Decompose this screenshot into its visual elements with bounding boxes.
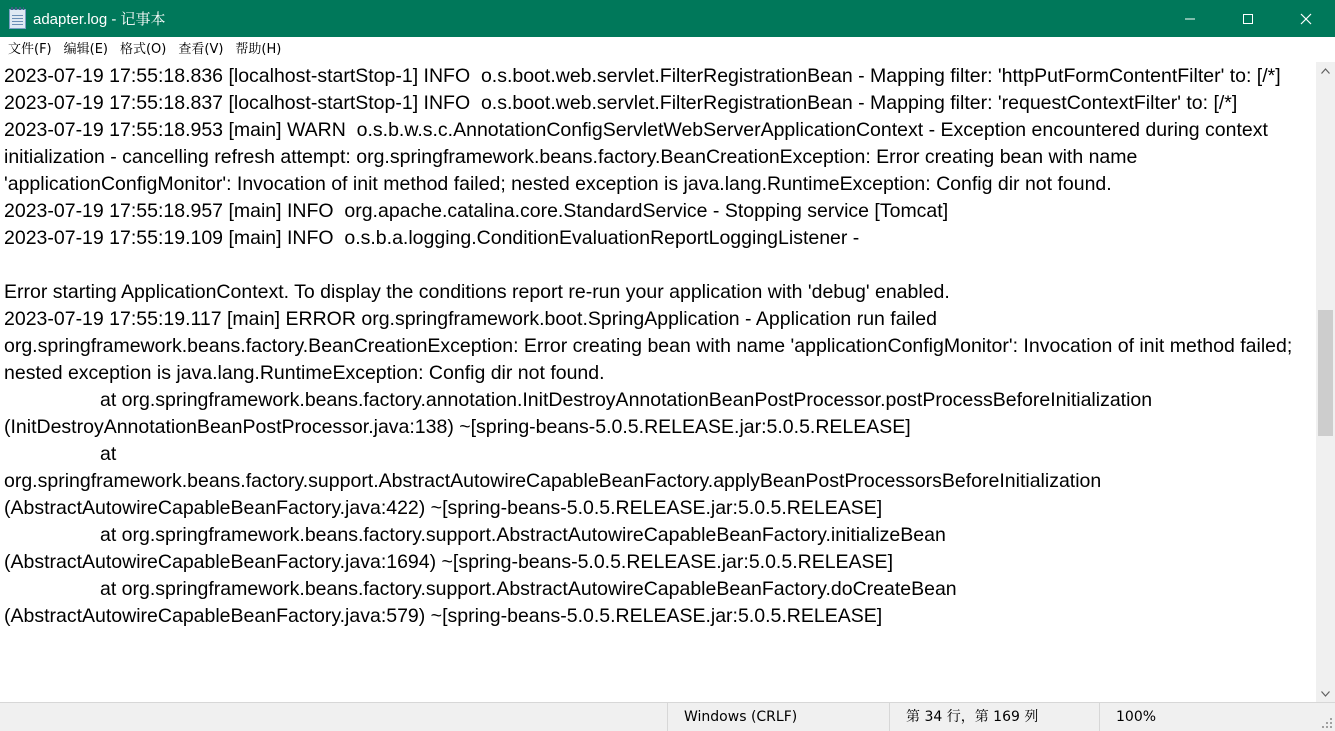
editor-content[interactable]: [0, 62, 1316, 630]
editor-line: at org.springframework.beans.factory.support.AbstractAutowireCapableBeanFactory.doCreateBean: [100, 578, 957, 600]
editor-line: Error starting ApplicationContext. To display the conditions report re-run your application with 'debug' enabled.: [4, 281, 950, 303]
vertical-scrollbar[interactable]: [1316, 62, 1335, 702]
scrollbar-thumb[interactable]: [1318, 310, 1333, 436]
scroll-down-arrow-icon[interactable]: [1316, 685, 1335, 702]
menu-file[interactable]: 文件(F): [8, 42, 52, 57]
editor-line: 2023-07-19 17:55:18.953 [main] WARN o.s.b.w.s.c.AnnotationConfigServletWebServerApplicationContext - Exception encountered during context initialization - cancelling refresh attempt: org.springframework.beans.factory.BeanCreationException: Error creating bean with name 'applicationConfigMonitor': Invocation of init method failed; nested exception is java.lang.RuntimeException: Config dir not found.: [4, 119, 1274, 195]
editor-line: 2023-07-19 17:55:18.836 [localhost-startStop-1] INFO o.s.boot.web.servlet.FilterRegistrationBean - Mapping filter: 'httpPutFormContentFilter' to: [/*]: [4, 65, 1281, 87]
text-editor[interactable]: [0, 62, 1316, 702]
editor-line: at org.springframework.beans.factory.annotation.InitDestroyAnnotationBeanPostProcessor.postProcessBeforeInitialization: [100, 389, 1153, 411]
menu-format[interactable]: 格式(O): [119, 42, 167, 57]
editor-line: 2023-07-19 17:55:18.837 [localhost-startStop-1] INFO o.s.boot.web.servlet.FilterRegistrationBean - Mapping filter: 'requestContextFilter' to: [/*]: [4, 92, 1238, 114]
editor-line: at org.springframework.beans.factory.support.AbstractAutowireCapableBeanFactory.initializeBean: [100, 524, 946, 546]
close-icon: [1300, 13, 1312, 25]
menu-view[interactable]: 查看(V): [178, 42, 224, 57]
editor-line: org.springframework.beans.factory.support.AbstractAutowireCapableBeanFactory.applyBeanPostProcessorsBeforeInitialization: [4, 470, 1102, 492]
menu-help[interactable]: 帮助(H): [235, 42, 282, 57]
window-controls: [1161, 0, 1335, 37]
editor-line: (AbstractAutowireCapableBeanFactory.java:422) ~[spring-beans-5.0.5.RELEASE.jar:5.0.5.RELEASE]: [4, 497, 883, 519]
minimize-button[interactable]: [1161, 0, 1219, 37]
notepad-icon: [9, 9, 26, 29]
status-encoding: Windows (CRLF): [667, 703, 889, 731]
resize-grip-icon[interactable]: [1321, 717, 1333, 729]
status-bar: [0, 702, 1335, 731]
window-title: adapter.log - 记事本: [33, 11, 166, 28]
menu-edit[interactable]: 编辑(E): [63, 42, 108, 57]
editor-line: (InitDestroyAnnotationBeanPostProcessor.java:138) ~[spring-beans-5.0.5.RELEASE.jar:5.0.5.RELEASE]: [4, 416, 911, 438]
close-button[interactable]: [1277, 0, 1335, 37]
status-zoom: 100%: [1099, 703, 1335, 731]
minimize-icon: [1184, 13, 1196, 25]
scroll-up-arrow-icon[interactable]: [1316, 62, 1335, 79]
menu-bar: [0, 37, 1335, 62]
editor-line: 2023-07-19 17:55:19.109 [main] INFO o.s.b.a.logging.ConditionEvaluationReportLoggingListener -: [4, 227, 865, 249]
editor-line: at: [100, 443, 117, 465]
editor-line: 2023-07-19 17:55:18.957 [main] INFO org.apache.catalina.core.StandardService - Stopping service [Tomcat]: [4, 200, 949, 222]
editor-line: (AbstractAutowireCapableBeanFactory.java:579) ~[spring-beans-5.0.5.RELEASE.jar:5.0.5.RELEASE]: [4, 605, 883, 627]
maximize-button[interactable]: [1219, 0, 1277, 37]
maximize-icon: [1242, 13, 1254, 25]
title-bar[interactable]: [0, 0, 1335, 37]
editor-line: [4, 252, 1316, 279]
status-cursor-position: 第 34 行，第 169 列: [889, 703, 1099, 731]
editor-line: 2023-07-19 17:55:19.117 [main] ERROR org.springframework.boot.SpringApplication - Application run failed: [4, 308, 937, 330]
editor-line: (AbstractAutowireCapableBeanFactory.java:1694) ~[spring-beans-5.0.5.RELEASE.jar:5.0.5.RELEASE]: [4, 551, 893, 573]
editor-line: org.springframework.beans.factory.BeanCreationException: Error creating bean with name 'applicationConfigMonitor': Invocation of init method failed; nested exception is java.lang.RuntimeException: Config dir not found.: [4, 335, 1298, 384]
